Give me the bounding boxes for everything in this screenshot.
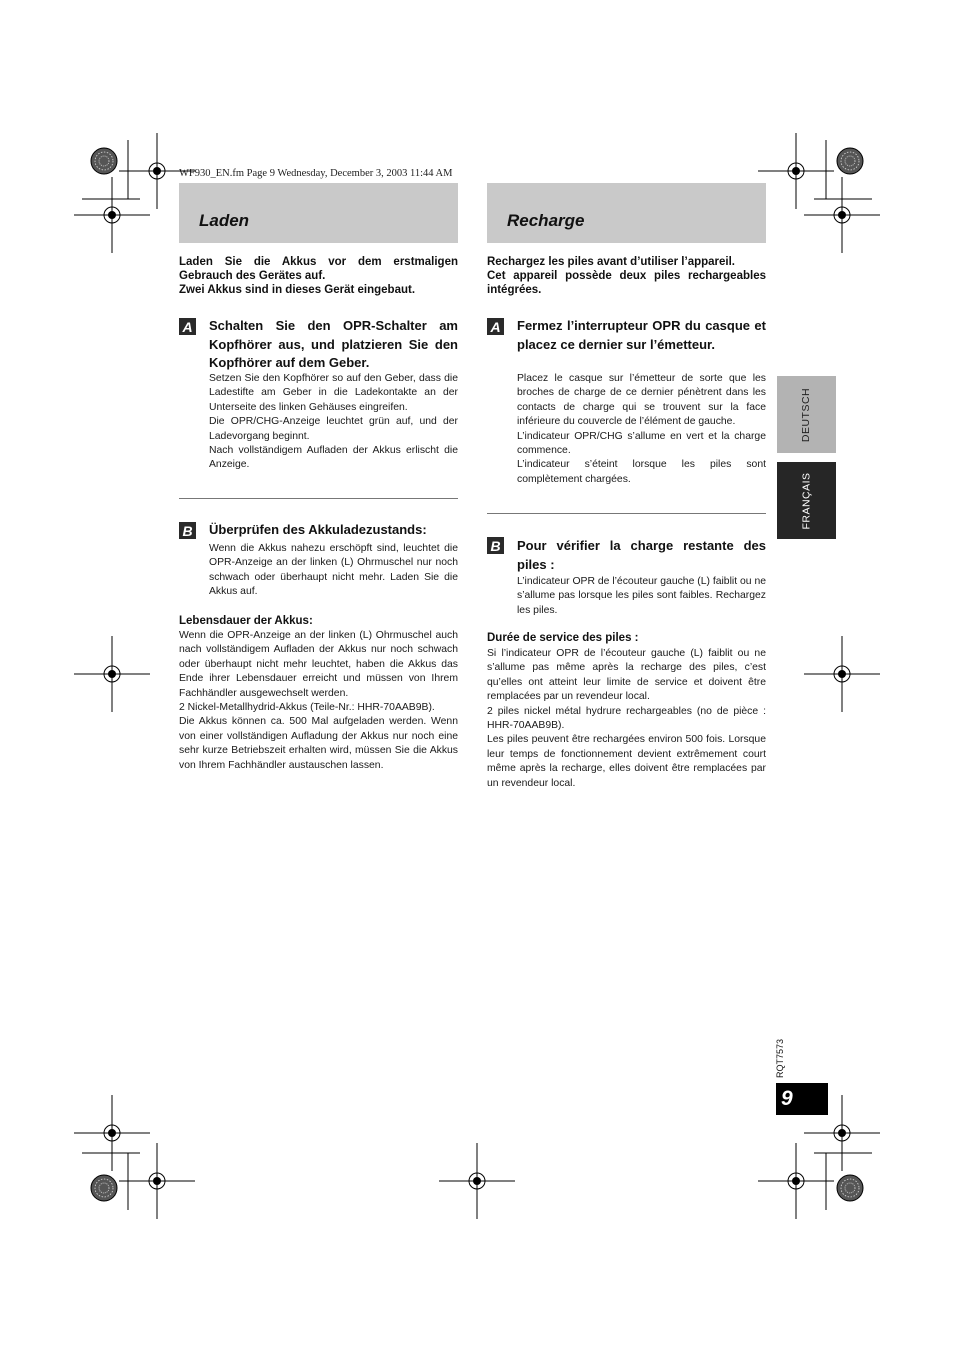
- paragraph: Placez le casque sur l’émetteur de sorte que les broches de charge de ce dernier pénètrent dans les contacts de charge qui se trouvent sur la face inférieure du couvercle de l’élément de gauche.: [517, 373, 766, 428]
- crosshair-mark: [119, 133, 195, 209]
- paragraph: Die Akkus können ca. 500 Mal aufgeladen werden. Wenn von einer vollständigen Aufladung der Akkus nur noch eine sehr kurze Betriebszeit erhalten wird, müssen Sie die Akkus von Ihrem Fachhändler austauschen lassen.: [179, 716, 458, 771]
- life-heading-de: Lebensdauer der Akkus:: [179, 615, 313, 627]
- step-b-body-de: Wenn die Akkus nahezu erschöpft sind, leuchtet die OPR-Anzeige an der linken (L) Ohrmuschel nur noch schwach oder überhaupt nicht mehr. Laden Sie die Akkus auf.: [209, 543, 458, 598]
- paragraph: Nach vollständigem Aufladen der Akkus erlischt die Anzeige.: [209, 445, 458, 471]
- step-a-badge: A: [179, 318, 196, 335]
- intro-line: Laden Sie die Akkus vor dem erstmaligen Gebrauch des Gerätes auf.: [179, 256, 458, 283]
- starburst-mark: [91, 1175, 117, 1201]
- crosshair-mark: [804, 636, 880, 712]
- file-header-note: WF930_EN.fm Page 9 Wednesday, December 3, 2003 11:44 AM: [179, 168, 453, 179]
- crosshair-mark: [804, 177, 880, 253]
- starburst-mark: [837, 1175, 863, 1201]
- step-a-badge: A: [487, 318, 504, 335]
- intro-line: Rechargez les piles avant d’utiliser l’appareil.: [487, 256, 735, 268]
- tab-francais-label: FRANÇAIS: [800, 471, 813, 530]
- step-b-body-fr: L’indicateur OPR de l’écouteur gauche (L) faiblit ou ne s’allume pas lorsque les piles sont faibles. Rechargez les piles.: [517, 576, 766, 616]
- crosshair-mark: [74, 636, 150, 712]
- paragraph: Les piles peuvent être rechargées environ 500 fois. Lorsque leur temps de fonctionnement devient extrêmement court même après la recharge, elles doivent être remplacées par un revendeur local.: [487, 734, 766, 789]
- document-code: RQT7573: [775, 1038, 785, 1078]
- crosshair-mark: [74, 177, 150, 253]
- page-number: 9: [776, 1083, 828, 1115]
- paragraph: Die OPR/CHG-Anzeige leuchtet grün auf, und der Ladevorgang beginnt.: [209, 416, 458, 442]
- paragraph: Si l’indicateur OPR de l’écouteur gauche (L) faiblit ou ne s’allume pas même après la recharge des piles, c’est qu’elles ont atteint leur limite de service et doivent être remplacées par un revendeur local.: [487, 648, 766, 703]
- paragraph: 2 piles nickel métal hydrure rechargeables (no de pièce : HHR-70AAB9B).: [487, 705, 766, 732]
- paragraph: 2 Nickel-Metallhydrid-Akkus (Teile-Nr.: HHR-70AAB9B).: [179, 702, 435, 714]
- paragraph: Setzen Sie den Kopfhörer so auf den Geber, dass die Ladestifte am Geber in die Ladekontakte an der Unterseite des linken Gehäuses eingreifen.: [209, 373, 458, 413]
- section-title-de: Laden: [199, 211, 250, 230]
- paragraph: L’indicateur OPR/CHG s’allume en vert et la charge commence.: [517, 430, 766, 457]
- crosshair-mark: [804, 1095, 880, 1171]
- tab-deutsch-label: DEUTSCH: [800, 387, 813, 442]
- step-b-title-de: Überprüfen des Akkuladezustands:: [209, 522, 427, 537]
- crosshair-mark: [74, 1095, 150, 1171]
- step-a-title-de: Schalten Sie den OPR-Schalter am Kopfhörer aus, und platzieren Sie den Kopfhörer auf dem Geber.: [209, 318, 458, 370]
- crosshair-mark: [758, 1143, 834, 1219]
- life-heading-fr: Durée de service des piles :: [487, 632, 639, 644]
- step-b-title-fr: Pour vérifier la charge restante des piles :: [517, 538, 766, 572]
- step-a-title-fr: Fermez l’interrupteur OPR du casque et placez ce dernier sur l’émetteur.: [517, 318, 766, 352]
- paragraph: L’indicateur s’éteint lorsque les piles sont complètement chargées.: [517, 459, 766, 485]
- intro-line: Cet appareil possède deux piles rechargeables intégrées.: [487, 270, 766, 297]
- step-b-badge: B: [179, 522, 196, 539]
- paragraph: Wenn die OPR-Anzeige an der linken (L) Ohrmuschel auch nach vollständigem Aufladen der Akkus nur noch schwach oder überhaupt nicht mehr leuchtet, haben die Akkus das Ende ihrer Lebensdauer erreicht und müssen von Ihrem Fachhändler ausgewechselt werden.: [179, 630, 458, 699]
- crosshair-mark: [439, 1143, 515, 1219]
- intro-line: Zwei Akkus sind in dieses Gerät eingebaut.: [179, 284, 416, 297]
- section-title-fr: Recharge: [507, 211, 585, 230]
- step-b-badge: B: [487, 537, 504, 554]
- starburst-mark: [837, 148, 863, 174]
- starburst-mark: [91, 148, 117, 174]
- crosshair-mark: [119, 1143, 195, 1219]
- crosshair-mark: [758, 133, 834, 209]
